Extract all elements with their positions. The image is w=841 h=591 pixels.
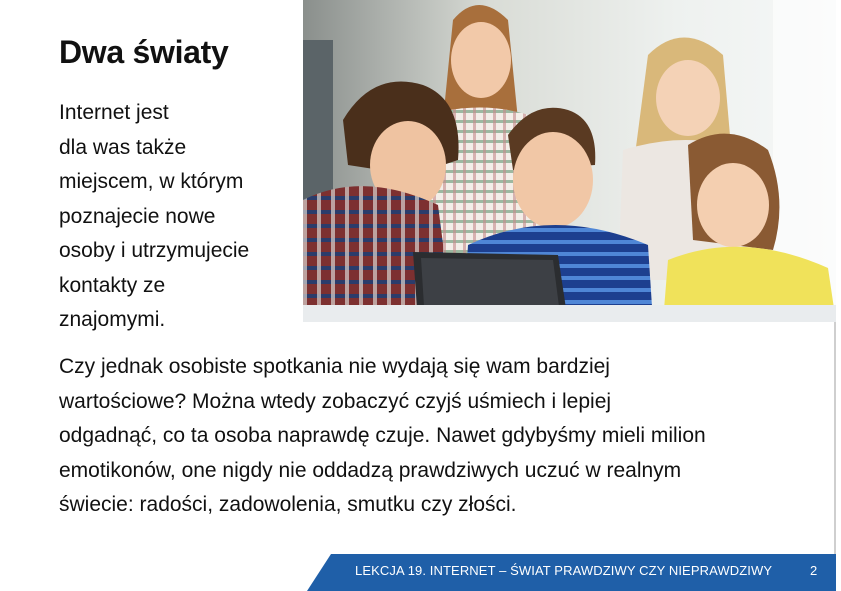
intro-line: osoby i utrzymujecie	[59, 239, 250, 262]
intro-line: kontakty ze	[59, 273, 166, 297]
body-paragraph	[59, 350, 799, 523]
body-line: świecie: radości, zadowolenia, smutku czy złości.	[59, 493, 517, 516]
page-number: 2	[810, 563, 818, 578]
intro-line: poznajecie nowe	[59, 204, 216, 228]
intro-line: miejscem, w którym	[59, 170, 244, 193]
body-line: Czy jednak osobiste spotkania nie wydają się wam bardziej	[59, 355, 610, 378]
body-line: wartościowe? Można wtedy zobaczyć czyjś uśmiech i lepiej	[59, 389, 612, 413]
children-with-tablet-photo	[303, 0, 836, 322]
page-title: Dwa światy	[59, 34, 229, 70]
intro-line: znajomymi.	[59, 308, 166, 331]
intro-paragraph	[59, 96, 299, 338]
footer-lesson-title: LEKCJA 19. INTERNET – ŚWIAT PRAWDZIWY CZY NIEPRAWDZIWY	[355, 563, 773, 578]
body-line: emotikonów, one nigdy nie oddadzą prawdziwych uczuć w realnym	[59, 458, 682, 482]
body-line: odgadnąć, co ta osoba naprawdę czuje. Nawet gdybyśmy mieli milion	[59, 424, 706, 447]
intro-line: dla was także	[59, 135, 187, 159]
intro-line: Internet jest	[59, 101, 169, 124]
